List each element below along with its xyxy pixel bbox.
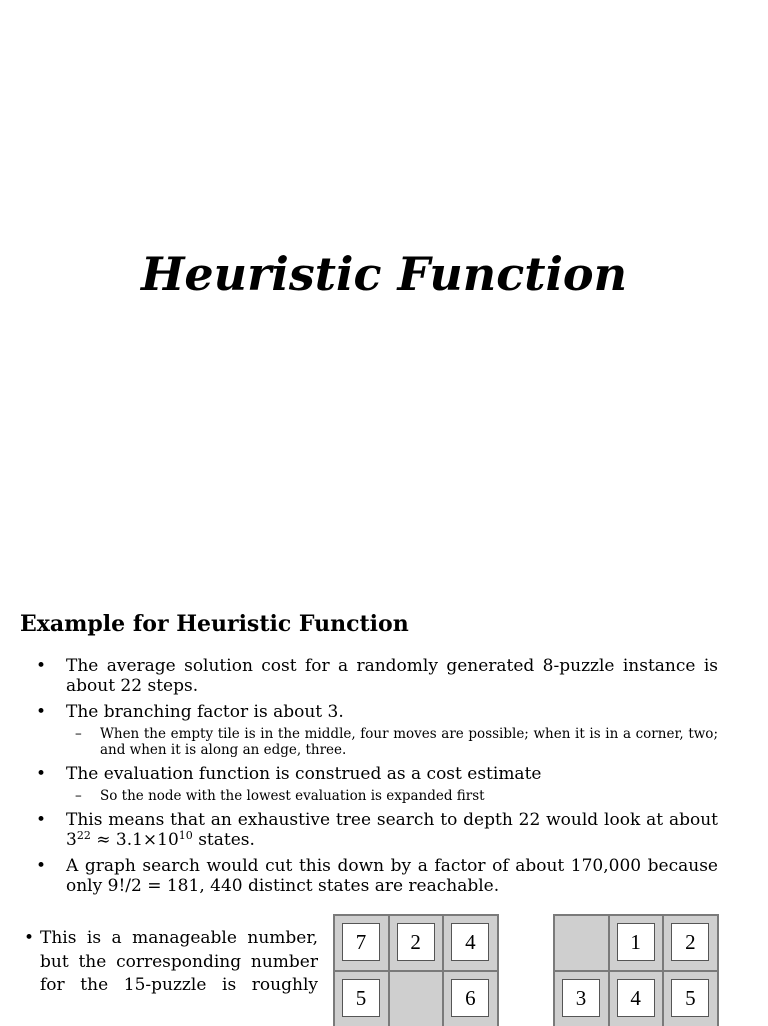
puzzle-empty-cell — [555, 916, 608, 970]
puzzle-empty-cell — [390, 972, 443, 1026]
puzzle-cell — [444, 916, 497, 970]
puzzle-cell — [610, 972, 663, 1026]
sub-bullet-lowest-evaluation: – So the node with the lowest evaluation is expanded first — [0, 788, 718, 804]
bullet-graph-search: • A graph search would cut this down by a factor of about 170,000 because only 9!/2 = 181, 440 distinct states are reachable. — [0, 856, 718, 896]
exponent-10: 10 — [178, 829, 193, 842]
puzzle-cell — [444, 972, 497, 1026]
exhaustive-text-end: states. — [192, 830, 255, 850]
bullet-exhaustive-search — [0, 810, 718, 850]
puzzle-tile: 4 — [451, 923, 489, 961]
puzzle-goal-state — [553, 914, 719, 1026]
puzzle-cell — [610, 916, 663, 970]
exponent-22: 22 — [76, 829, 91, 842]
exhaustive-text-mid: ≈ 3.1×10 — [90, 830, 179, 850]
sub-bullet-moves: – When the empty tile is in the middle, four moves are possible; when it is in a corner, two; and when it is along an edge, three. — [0, 726, 718, 758]
puzzle-cell — [335, 972, 388, 1026]
bullet-list — [0, 656, 768, 902]
puzzle-tile: 2 — [671, 923, 709, 961]
puzzle-cell — [335, 916, 388, 970]
slide-title: Heuristic Function — [140, 247, 628, 301]
bullet-evaluation-function: • The evaluation function is construed as a cost estimate — [0, 764, 718, 784]
bullet-manageable-number: • This is a manageable number, but the corresponding number for the 15-puzzle is roughly — [22, 927, 318, 998]
bullet-branching-factor: • The branching factor is about 3. — [0, 702, 718, 722]
puzzle-cell — [664, 916, 717, 970]
puzzle-tile: 5 — [671, 979, 709, 1017]
puzzle-cell — [555, 972, 608, 1026]
puzzle-tile: 4 — [617, 979, 655, 1017]
puzzle-start-state — [333, 914, 499, 1026]
puzzle-tile: 2 — [397, 923, 435, 961]
puzzle-cell — [390, 916, 443, 970]
bullet-average-cost: • The average solution cost for a randomly generated 8-puzzle instance is about 22 steps. — [0, 656, 718, 696]
section-heading: Example for Heuristic Function — [20, 611, 409, 637]
puzzle-tile: 3 — [562, 979, 600, 1017]
puzzle-tile: 5 — [342, 979, 380, 1017]
exhaustive-text-start: This means that an exhaustive tree search to depth 22 would look at about 3 — [66, 810, 718, 850]
manageable-number-text: This is a manageable number, but the corresponding number for the 15-puzzle is roughly — [40, 928, 318, 995]
puzzle-cell — [664, 972, 717, 1026]
puzzle-tile: 6 — [451, 979, 489, 1017]
puzzle-tile: 7 — [342, 923, 380, 961]
puzzle-tile: 1 — [617, 923, 655, 961]
